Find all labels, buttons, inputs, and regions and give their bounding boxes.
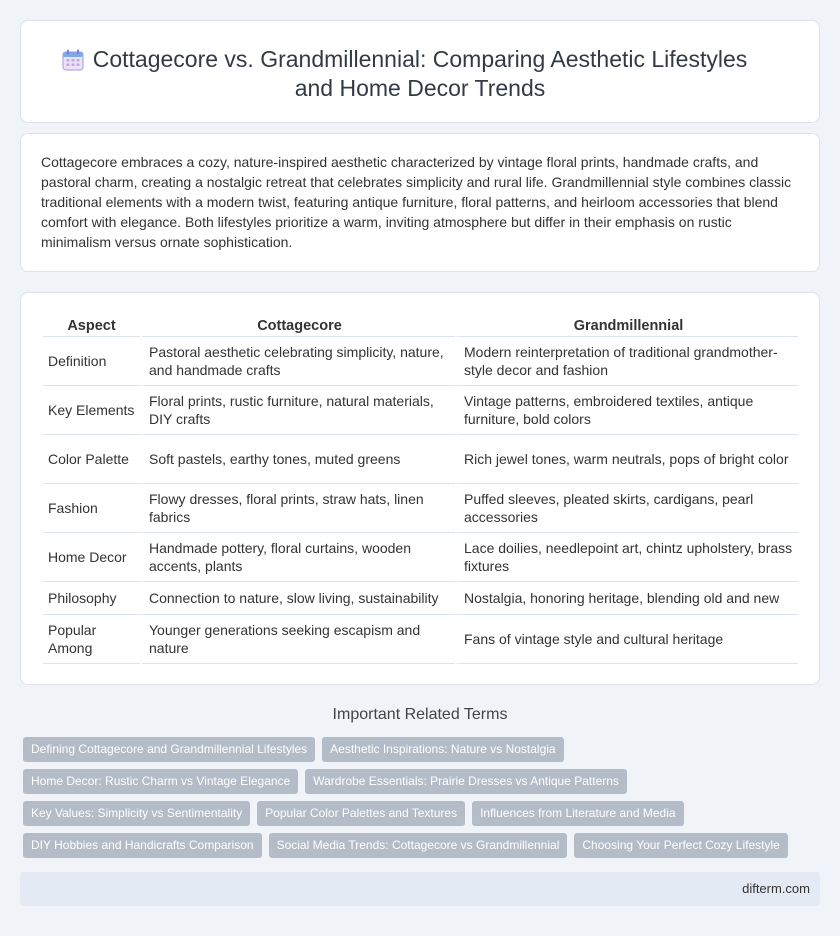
table-row (43, 484, 798, 533)
row-grandmillennial: Fans of vintage style and cultural heritage (455, 615, 798, 664)
row-cottagecore: Flowy dresses, floral prints, straw hats, linen fabrics (140, 484, 455, 533)
row-aspect: Color Palette (43, 435, 140, 484)
row-grandmillennial: Modern reinterpretation of traditional grandmother-style decor and fashion (455, 337, 798, 386)
row-cottagecore: Younger generations seeking escapism and nature (140, 615, 455, 664)
related-tag[interactable]: Key Values: Simplicity vs Sentimentality (23, 801, 250, 826)
table-row (43, 435, 798, 484)
table-row (43, 337, 798, 386)
related-tag[interactable]: Social Media Trends: Cottagecore vs Grandmillennial (269, 833, 568, 858)
row-grandmillennial: Nostalgia, honoring heritage, blending old and new (455, 582, 798, 615)
related-tag[interactable]: Popular Color Palettes and Textures (257, 801, 465, 826)
related-tag[interactable]: Influences from Literature and Media (472, 801, 683, 826)
row-cottagecore: Connection to nature, slow living, sustainability (140, 582, 455, 615)
row-aspect: Philosophy (43, 582, 140, 615)
row-cottagecore: Soft pastels, earthy tones, muted greens (140, 435, 455, 484)
table-row (43, 533, 798, 582)
intro-card (20, 133, 820, 272)
row-aspect: Definition (43, 337, 140, 386)
header-card (20, 20, 820, 123)
row-aspect: Key Elements (43, 386, 140, 435)
header-cottagecore: Cottagecore (140, 315, 455, 337)
title-line-2: and Home Decor Trends (294, 75, 546, 101)
row-grandmillennial: Rich jewel tones, warm neutrals, pops of bright color (455, 435, 798, 484)
footer-site[interactable]: difterm.com (742, 881, 810, 896)
row-cottagecore: Floral prints, rustic furniture, natural materials, DIY crafts (140, 386, 455, 435)
related-tag[interactable]: Wardrobe Essentials: Prairie Dresses vs Antique Patterns (305, 769, 627, 794)
row-grandmillennial: Lace doilies, needlepoint art, chintz upholstery, brass fixtures (455, 533, 798, 582)
row-grandmillennial: Puffed sleeves, pleated skirts, cardigans, pearl accessories (455, 484, 798, 533)
footer (20, 872, 820, 906)
row-aspect: Popular Among (43, 615, 140, 664)
page-title (21, 45, 819, 103)
table-row (43, 386, 798, 435)
row-cottagecore: Handmade pottery, floral curtains, wooden accents, plants (140, 533, 455, 582)
related-tags-row (23, 769, 627, 794)
header-grandmillennial: Grandmillennial (455, 315, 798, 337)
related-tag[interactable]: Aesthetic Inspirations: Nature vs Nostalgia (322, 737, 563, 762)
related-tag[interactable]: Defining Cottagecore and Grandmillennial Lifestyles (23, 737, 315, 762)
table-row (43, 615, 798, 664)
row-aspect: Home Decor (43, 533, 140, 582)
table-row (43, 582, 798, 615)
related-tags-row (23, 801, 684, 826)
related-tag[interactable]: Choosing Your Perfect Cozy Lifestyle (574, 833, 787, 858)
row-grandmillennial: Vintage patterns, embroidered textiles, antique furniture, bold colors (455, 386, 798, 435)
related-tags-row (23, 737, 564, 762)
comparison-table (43, 315, 798, 664)
related-tag[interactable]: DIY Hobbies and Handicrafts Comparison (23, 833, 262, 858)
comparison-card (20, 292, 820, 685)
related-tags-row (23, 833, 788, 858)
title-line-1: Cottagecore vs. Grandmillennial: Comparing Aesthetic Lifestyles (92, 46, 748, 72)
header-aspect: Aspect (43, 315, 140, 337)
row-cottagecore: Pastoral aesthetic celebrating simplicity, nature, and handmade crafts (140, 337, 455, 386)
table-header-row (43, 315, 798, 337)
intro-paragraph: Cottagecore embraces a cozy, nature-inspired aesthetic characterized by vintage floral prints, handmade crafts, and pastoral charm, creating a nostalgic retreat that celebrates simplicity and rural life. Grandmillennial style combines classic traditional elements with a modern twist, featuring antique furniture, floral patterns, and heirloom accessories that blend comfort with elegance. Both lifestyles prioritize a warm, inviting atmosphere but differ in their emphasis on rustic minimalism versus ornate sophistication. (41, 154, 792, 250)
row-aspect: Fashion (43, 484, 140, 533)
related-terms-title: Important Related Terms (332, 706, 508, 723)
related-tag[interactable]: Home Decor: Rustic Charm vs Vintage Elegance (23, 769, 298, 794)
